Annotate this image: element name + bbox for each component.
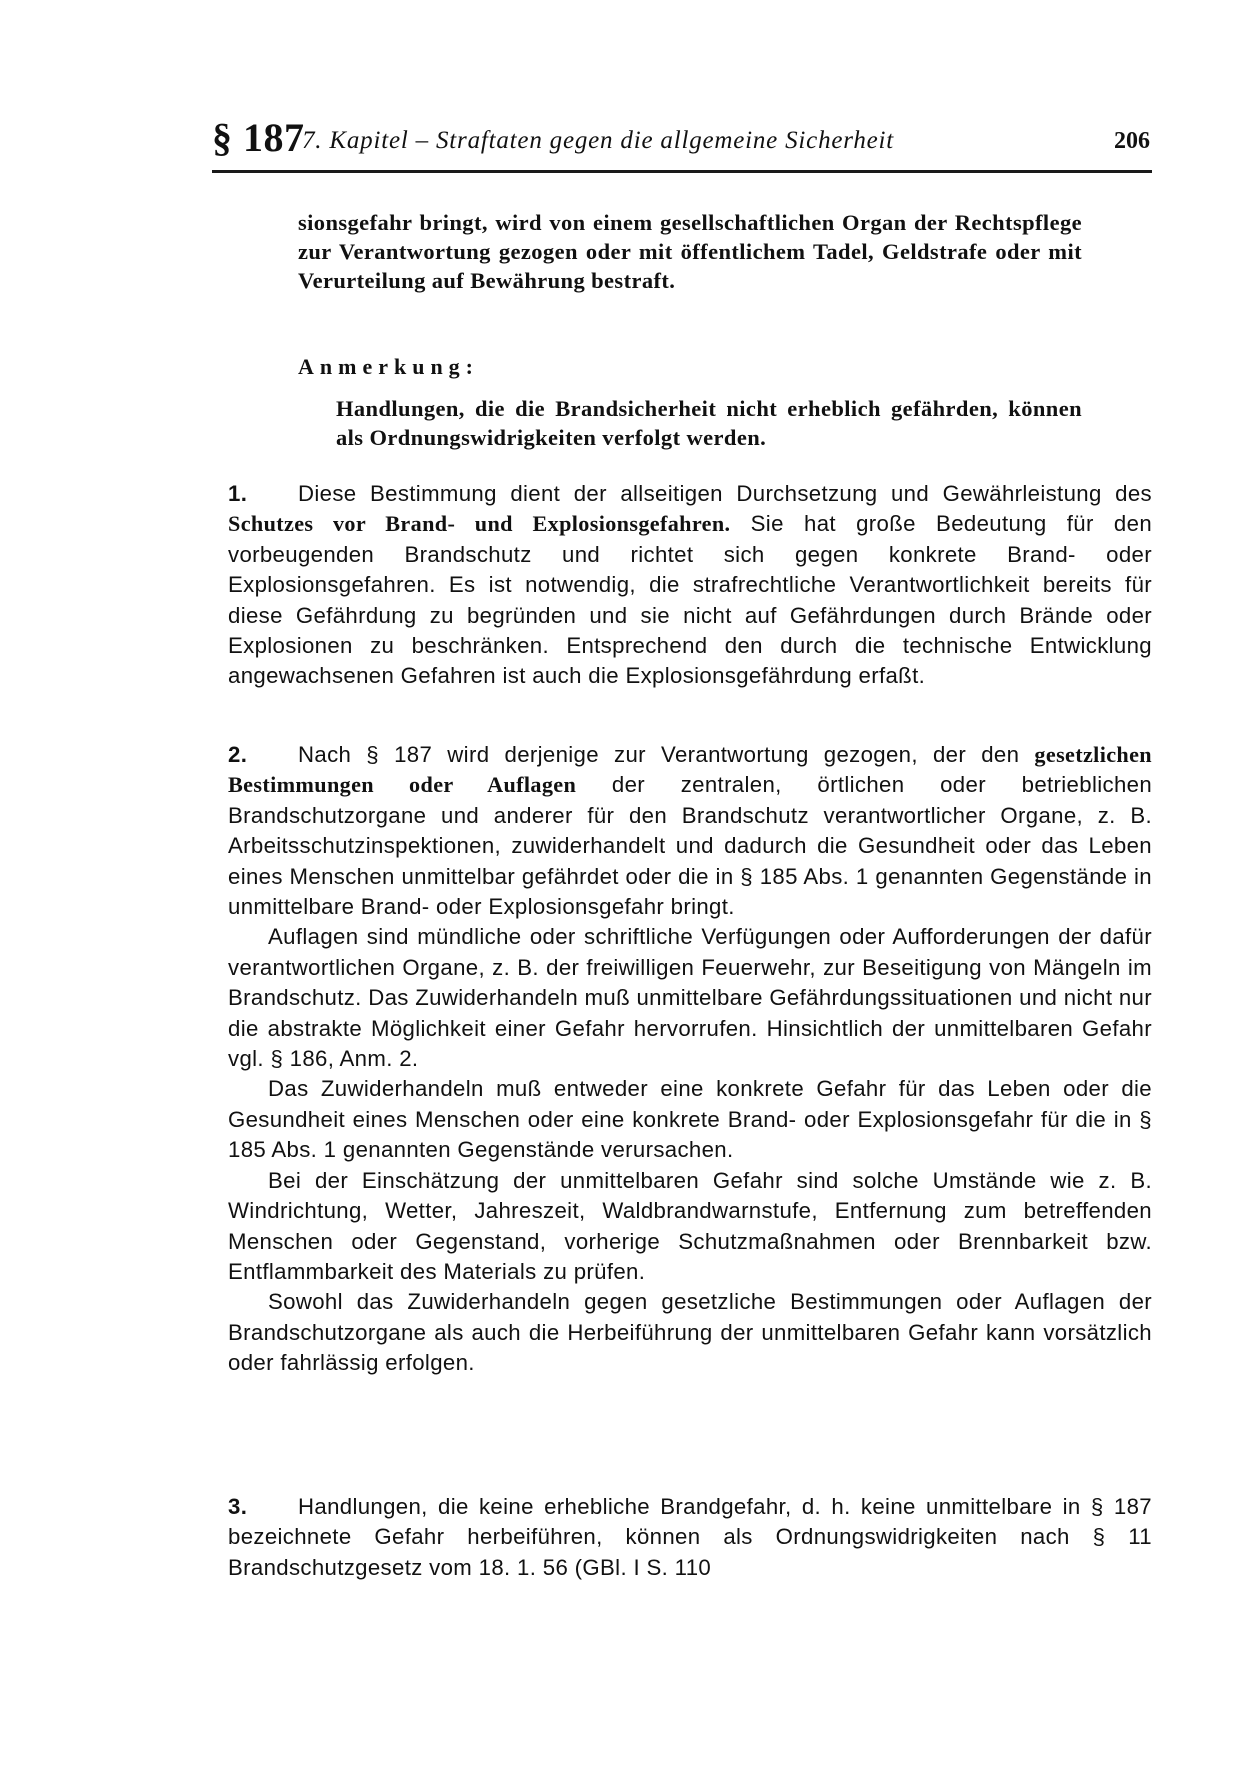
note-paragraph — [228, 1074, 1152, 1165]
note-emphasis: gesetzlichen Bestimmungen oder Auflagen — [228, 742, 1152, 798]
note-text: Bei der Einschätzung der unmittelbaren Gefahr sind solche Umstände wie z. B. Windrichtung, Wetter, Jahreszeit, Waldbrandwarnstufe, Entfernung zum betreffenden Menschen oder Gegenstand, vorherige Schutzmaßnahmen oder Brennbarkeit bzw. Entflammbarkeit des Materials zu prüfen. — [228, 1167, 1152, 1284]
note-text: der zentralen, örtlichen oder betrieblichen Brandschutzorgane und anderer für den Brandschutz verantwortlicher Organe, z. B. Arbeitsschutzinspektionen, zuwiderhandelt und dadurch die Gesundheit oder das Leben eines Menschen unmittelbar gefährdet oder die in § 185 Abs. 1 genannten Gegenstände in unmittelbare Brand- oder Explosionsgefahr bringt. — [228, 772, 1153, 920]
note-paragraph — [228, 1287, 1152, 1378]
note-text: Sowohl das Zuwiderhandeln gegen gesetzliche Bestimmungen oder Auflagen der Brandschutzorgane als auch die Herbeiführung der unmittelbaren Gefahr kann vorsätzlich oder fahrlässig erfolgen. — [228, 1289, 1152, 1376]
note-emphasis: Schutzes vor Brand- und Explosionsgefahren. — [228, 511, 731, 537]
note-2 — [228, 740, 1152, 1379]
note-3 — [228, 1492, 1152, 1583]
page-header — [212, 115, 1150, 170]
note-text: Das Zuwiderhandeln muß entweder eine konkrete Gefahr für das Leben oder die Gesundheit eines Menschen oder eine konkrete Brand- oder Explosionsgefahr für die in § 185 Abs. 1 genannten Gegenstände verursachen. — [228, 1076, 1152, 1163]
note-paragraph — [228, 740, 1152, 922]
note-number: 2. — [228, 742, 248, 767]
note-number: 3. — [228, 1494, 248, 1519]
note-text: Sie hat große Bedeutung für den vorbeugenden Brandschutz und richtet sich gegen konkrete Brand- oder Explosionsgefahren. Es ist notwendig, die strafrechtliche Verantwortlichkeit bereits für diese Gefährdung zu begründen und sie nicht auf Gefährdungen durch Brände oder Explosionen zu beschränken. Entsprechend den durch die technische Entwicklung angewachsenen Gefahren ist auch die Explosionsgefährdung erfaßt. — [228, 511, 1153, 689]
remark-body: Handlungen, die die Brandsicherheit nicht erheblich gefährden, können als Ordnungswidrigkeiten verfolgt werden. — [336, 396, 1082, 451]
note-text: Nach § 187 wird derjenige zur Verantwortung gezogen, der den — [298, 742, 1035, 767]
remark-heading: Anmerkung: — [298, 354, 480, 379]
note-paragraph — [228, 922, 1152, 1074]
note-text: Diese Bestimmung dient der allseitigen Durchsetzung und Gewährleistung des — [298, 481, 1152, 506]
section-number: § 187 — [212, 115, 305, 160]
note-1 — [228, 479, 1152, 692]
note-text: Auflagen sind mündliche oder schriftliche Verfügungen oder Aufforderungen der dafür verantwortlichen Organe, z. B. der freiwilligen Feuerwehr, zur Beseitigung von Mängeln im Brandschutz. Das Zuwiderhandeln muß unmittelbare Gefährdungssituationen und nicht nur die abstrakte Möglichkeit einer Gefahr hervorrufen. Hinsichtlich der unmittelbaren Gefahr vgl. § 186, Anm. 2. — [228, 924, 1152, 1072]
running-title: 7. Kapitel – Straftaten gegen die allgemeine Sicherheit — [302, 127, 895, 154]
header-rule — [212, 170, 1152, 173]
note-text: Handlungen, die keine erhebliche Brandgefahr, d. h. keine unmittelbare in § 187 bezeichnete Gefahr herbeiführen, können als Ordnungswidrigkeiten nach § 11 Brandschutzgesetz vom 18. 1. 56 (GBl. I S. 110 — [228, 1494, 1152, 1580]
page-number: 206 — [1114, 128, 1150, 154]
note-number: 1. — [228, 481, 248, 506]
note-paragraph — [228, 1166, 1152, 1288]
statute-text: sionsgefahr bringt, wird von einem gesellschaftlichen Organ der Rechtspflege zur Verantwortung gezogen oder mit öffentlichem Tadel, Geldstrafe oder mit Verurteilung auf Bewährung bestraft. — [298, 210, 1082, 294]
